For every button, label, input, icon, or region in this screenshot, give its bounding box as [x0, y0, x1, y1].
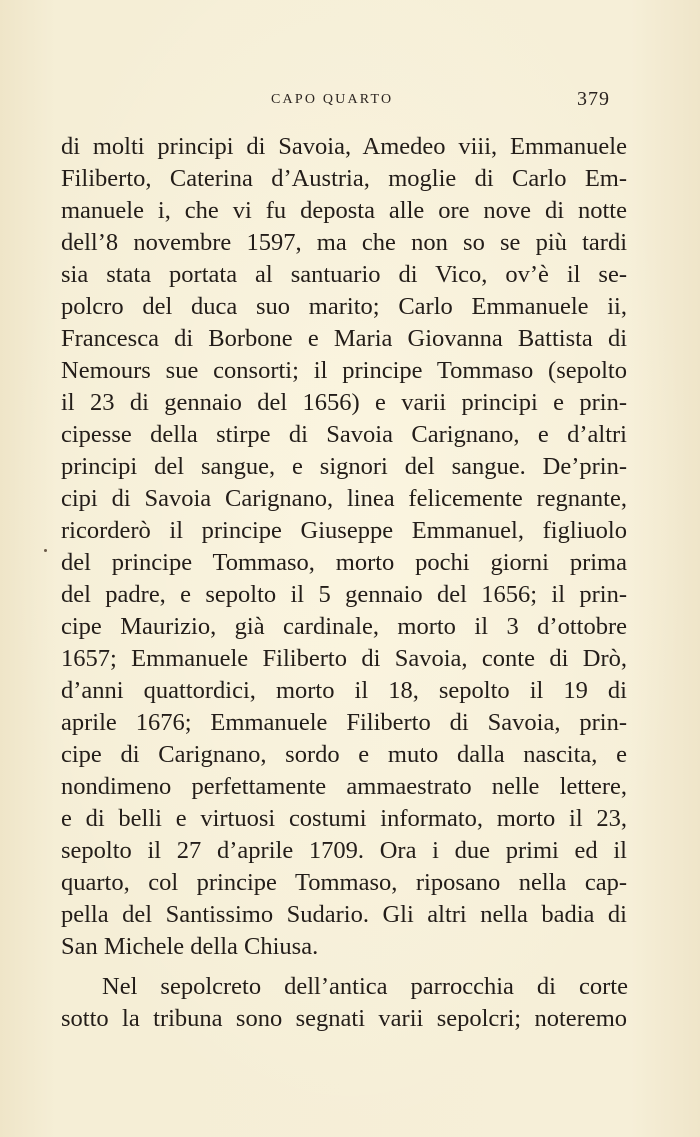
text-line: del padre, e sepolto il 5 gennaio del 1656; il prin- [61, 581, 627, 608]
text-line: ricorderò il principe Giuseppe Emmanuel, figliuolo [61, 517, 627, 544]
ink-speck [44, 549, 47, 552]
text-line: aprile 1676; Emmanuele Filiberto di Savoia, prin- [61, 709, 627, 736]
page-number: 379 [577, 88, 610, 110]
text-line: cipe Maurizio, già cardinale, morto il 3 d’ottobre [61, 613, 627, 640]
text-line: manuele i, che vi fu deposta alle ore nove di notte [61, 197, 627, 224]
text-line: cipi di Savoia Carignano, linea felicemente regnante, [61, 485, 627, 512]
text-line: polcro del duca suo marito; Carlo Emmanuele ii, [61, 293, 627, 320]
running-head [0, 88, 700, 116]
text-line: Filiberto, Caterina d’Austria, moglie di Carlo Em- [61, 165, 627, 192]
text-line: sepolto il 27 d’aprile 1709. Ora i due primi ed il [61, 837, 627, 864]
text-line: Nemours sue consorti; il principe Tommaso (sepolto [61, 357, 627, 384]
text-line: nondimeno perfettamente ammaestrato nelle lettere, [61, 773, 627, 800]
text-line: 1657; Emmanuele Filiberto di Savoia, conte di Drò, [61, 645, 627, 672]
text-line: e di belli e virtuosi costumi informato, morto il 23, [61, 805, 627, 832]
text-line: quarto, col principe Tommaso, riposano nella cap- [61, 869, 627, 896]
running-title: CAPO QUARTO [271, 92, 394, 107]
text-line: pella del Santissimo Sudario. Gli altri nella badia di [61, 901, 627, 928]
text-line: Francesca di Borbone e Maria Giovanna Battista di [61, 325, 627, 352]
text-line: sotto la tribuna sono segnati varii sepolcri; noteremo [61, 1005, 627, 1032]
text-line: principi del sangue, e signori del sangue. De’prin- [61, 453, 627, 480]
text-line: cipesse della stirpe di Savoia Carignano, e d’altri [61, 421, 627, 448]
text-line: di molti principi di Savoia, Amedeo viii, Emmanuele [61, 133, 627, 160]
text-line: sia stata portata al santuario di Vico, ov’è il se- [61, 261, 627, 288]
text-line: San Michele della Chiusa. [61, 933, 319, 960]
text-line: d’anni quattordici, morto il 18, sepolto il 19 di [61, 677, 627, 704]
text-line: dell’8 novembre 1597, ma che non so se più tardi [61, 229, 627, 256]
text-line: del principe Tommaso, morto pochi giorni prima [61, 549, 627, 576]
text-line: cipe di Carignano, sordo e muto dalla nascita, e [61, 741, 627, 768]
text-line: il 23 di gennaio del 1656) e varii principi e prin- [61, 389, 627, 416]
text-line: Nel sepolcreto dell’antica parrocchia di corte [102, 973, 628, 1000]
